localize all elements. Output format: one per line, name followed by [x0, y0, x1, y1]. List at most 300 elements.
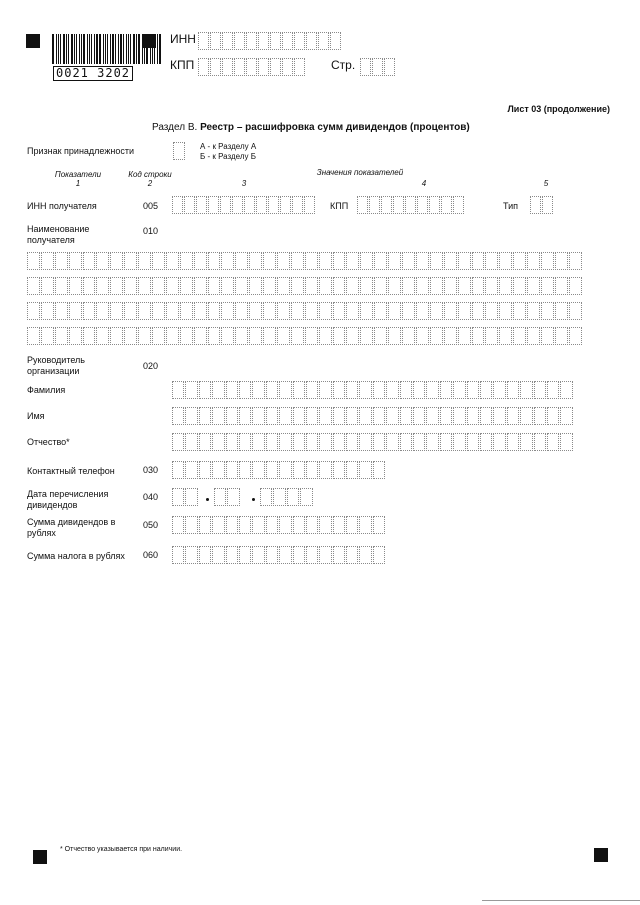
input-cell[interactable] — [555, 252, 568, 270]
input-cell[interactable] — [499, 302, 512, 320]
input-cell[interactable] — [282, 32, 293, 50]
input-cell[interactable] — [346, 433, 358, 451]
input-cell[interactable] — [373, 381, 385, 399]
input-cell[interactable] — [360, 58, 371, 76]
input-cell[interactable] — [172, 488, 184, 506]
input-cell[interactable] — [138, 277, 151, 295]
input-cell[interactable] — [220, 196, 231, 214]
input-cell[interactable] — [405, 196, 416, 214]
input-cell[interactable] — [185, 433, 197, 451]
input-cell[interactable] — [256, 196, 267, 214]
input-cell[interactable] — [172, 196, 183, 214]
input-cell[interactable] — [258, 58, 269, 76]
input-cell[interactable] — [346, 277, 359, 295]
input-cell[interactable] — [249, 252, 262, 270]
input-cell[interactable] — [441, 196, 452, 214]
input-cell[interactable] — [235, 277, 248, 295]
input-cell[interactable] — [279, 407, 291, 425]
input-cell[interactable] — [152, 327, 165, 345]
input-cell[interactable] — [346, 516, 358, 534]
input-cell[interactable] — [555, 277, 568, 295]
input-cell[interactable] — [234, 32, 245, 50]
input-cell[interactable] — [453, 381, 465, 399]
input-cell[interactable] — [306, 516, 318, 534]
input-cell[interactable] — [513, 277, 526, 295]
input-cell[interactable] — [199, 381, 211, 399]
recipient-name-line-1[interactable] — [27, 252, 583, 270]
input-cell[interactable] — [541, 327, 554, 345]
input-cell[interactable] — [400, 381, 412, 399]
input-cell[interactable] — [252, 461, 264, 479]
input-cell[interactable] — [388, 277, 401, 295]
input-cell[interactable] — [83, 302, 96, 320]
input-cell[interactable] — [319, 302, 332, 320]
input-cell[interactable] — [172, 407, 184, 425]
patronymic-cells[interactable] — [172, 433, 574, 451]
input-cell[interactable] — [212, 546, 224, 564]
input-cell[interactable] — [430, 327, 443, 345]
input-cell[interactable] — [569, 277, 582, 295]
input-cell[interactable] — [235, 252, 248, 270]
input-cell[interactable] — [306, 433, 318, 451]
input-cell[interactable] — [400, 433, 412, 451]
input-cell[interactable] — [569, 302, 582, 320]
transfer-date-month-cells[interactable] — [214, 488, 241, 506]
input-cell[interactable] — [199, 461, 211, 479]
input-cell[interactable] — [41, 327, 54, 345]
input-cell[interactable] — [499, 327, 512, 345]
input-cell[interactable] — [319, 327, 332, 345]
input-cell[interactable] — [416, 327, 429, 345]
input-cell[interactable] — [138, 302, 151, 320]
input-cell[interactable] — [499, 277, 512, 295]
input-cell[interactable] — [184, 196, 195, 214]
input-cell[interactable] — [55, 277, 68, 295]
input-cell[interactable] — [239, 516, 251, 534]
input-cell[interactable] — [541, 277, 554, 295]
input-cell[interactable] — [235, 302, 248, 320]
input-cell[interactable] — [83, 277, 96, 295]
input-cell[interactable] — [319, 461, 331, 479]
input-cell[interactable] — [199, 433, 211, 451]
input-cell[interactable] — [249, 277, 262, 295]
input-cell[interactable] — [467, 407, 479, 425]
input-cell[interactable] — [507, 433, 519, 451]
input-cell[interactable] — [507, 407, 519, 425]
input-cell[interactable] — [199, 407, 211, 425]
input-cell[interactable] — [266, 381, 278, 399]
input-cell[interactable] — [252, 407, 264, 425]
tax-sum-cells[interactable] — [172, 546, 386, 564]
input-cell[interactable] — [527, 302, 540, 320]
input-cell[interactable] — [69, 277, 82, 295]
input-cell[interactable] — [208, 277, 221, 295]
input-cell[interactable] — [333, 433, 345, 451]
input-cell[interactable] — [480, 381, 492, 399]
input-cell[interactable] — [458, 302, 471, 320]
input-cell[interactable] — [55, 302, 68, 320]
input-cell[interactable] — [402, 302, 415, 320]
input-cell[interactable] — [172, 381, 184, 399]
input-cell[interactable] — [208, 327, 221, 345]
input-cell[interactable] — [294, 32, 305, 50]
input-cell[interactable] — [472, 252, 485, 270]
input-cell[interactable] — [330, 32, 341, 50]
input-cell[interactable] — [426, 381, 438, 399]
input-cell[interactable] — [373, 546, 385, 564]
input-cell[interactable] — [96, 277, 109, 295]
input-cell[interactable] — [560, 407, 572, 425]
input-cell[interactable] — [173, 142, 185, 160]
input-cell[interactable] — [249, 327, 262, 345]
input-cell[interactable] — [359, 461, 371, 479]
input-cell[interactable] — [319, 546, 331, 564]
input-cell[interactable] — [373, 516, 385, 534]
input-cell[interactable] — [110, 252, 123, 270]
input-cell[interactable] — [527, 277, 540, 295]
input-cell[interactable] — [252, 516, 264, 534]
input-cell[interactable] — [444, 302, 457, 320]
input-cell[interactable] — [266, 407, 278, 425]
input-cell[interactable] — [542, 196, 553, 214]
input-cell[interactable] — [453, 433, 465, 451]
input-cell[interactable] — [413, 381, 425, 399]
name-cells[interactable] — [172, 407, 574, 425]
input-cell[interactable] — [472, 302, 485, 320]
input-cell[interactable] — [374, 302, 387, 320]
input-cell[interactable] — [472, 327, 485, 345]
input-cell[interactable] — [194, 302, 207, 320]
input-cell[interactable] — [194, 327, 207, 345]
input-cell[interactable] — [180, 252, 193, 270]
input-cell[interactable] — [373, 407, 385, 425]
input-cell[interactable] — [221, 252, 234, 270]
input-cell[interactable] — [293, 546, 305, 564]
input-cell[interactable] — [402, 252, 415, 270]
input-cell[interactable] — [520, 433, 532, 451]
input-cell[interactable] — [124, 327, 137, 345]
input-cell[interactable] — [260, 488, 272, 506]
input-cell[interactable] — [560, 381, 572, 399]
input-cell[interactable] — [279, 546, 291, 564]
input-cell[interactable] — [222, 32, 233, 50]
input-cell[interactable] — [83, 327, 96, 345]
input-cell[interactable] — [467, 433, 479, 451]
input-cell[interactable] — [333, 516, 345, 534]
input-cell[interactable] — [333, 407, 345, 425]
input-cell[interactable] — [386, 381, 398, 399]
input-cell[interactable] — [55, 252, 68, 270]
input-cell[interactable] — [239, 433, 251, 451]
input-cell[interactable] — [199, 516, 211, 534]
inn-recipient-cells[interactable] — [172, 196, 316, 214]
input-cell[interactable] — [268, 196, 279, 214]
input-cell[interactable] — [41, 302, 54, 320]
input-cell[interactable] — [527, 252, 540, 270]
input-cell[interactable] — [534, 433, 546, 451]
input-cell[interactable] — [208, 196, 219, 214]
input-cell[interactable] — [493, 407, 505, 425]
input-cell[interactable] — [467, 381, 479, 399]
input-cell[interactable] — [124, 302, 137, 320]
input-cell[interactable] — [110, 277, 123, 295]
input-cell[interactable] — [226, 546, 238, 564]
input-cell[interactable] — [166, 327, 179, 345]
input-cell[interactable] — [416, 252, 429, 270]
input-cell[interactable] — [381, 196, 392, 214]
input-cell[interactable] — [400, 407, 412, 425]
input-cell[interactable] — [287, 488, 299, 506]
input-cell[interactable] — [520, 381, 532, 399]
input-cell[interactable] — [293, 516, 305, 534]
input-cell[interactable] — [291, 252, 304, 270]
input-cell[interactable] — [555, 302, 568, 320]
input-cell[interactable] — [196, 196, 207, 214]
input-cell[interactable] — [493, 433, 505, 451]
input-cell[interactable] — [124, 277, 137, 295]
input-cell[interactable] — [429, 196, 440, 214]
input-cell[interactable] — [430, 252, 443, 270]
phone-cells[interactable] — [172, 461, 386, 479]
input-cell[interactable] — [185, 407, 197, 425]
input-cell[interactable] — [333, 381, 345, 399]
input-cell[interactable] — [239, 381, 251, 399]
input-cell[interactable] — [279, 381, 291, 399]
dividend-sum-cells[interactable] — [172, 516, 386, 534]
input-cell[interactable] — [293, 433, 305, 451]
input-cell[interactable] — [346, 381, 358, 399]
input-cell[interactable] — [388, 252, 401, 270]
input-cell[interactable] — [346, 407, 358, 425]
input-cell[interactable] — [221, 277, 234, 295]
input-cell[interactable] — [480, 407, 492, 425]
input-cell[interactable] — [346, 302, 359, 320]
input-cell[interactable] — [235, 327, 248, 345]
input-cell[interactable] — [305, 302, 318, 320]
input-cell[interactable] — [360, 327, 373, 345]
input-cell[interactable] — [374, 277, 387, 295]
input-cell[interactable] — [444, 277, 457, 295]
input-cell[interactable] — [291, 277, 304, 295]
input-cell[interactable] — [333, 327, 346, 345]
input-cell[interactable] — [300, 488, 312, 506]
input-cell[interactable] — [208, 252, 221, 270]
input-cell[interactable] — [172, 461, 184, 479]
input-cell[interactable] — [263, 277, 276, 295]
input-cell[interactable] — [453, 407, 465, 425]
input-cell[interactable] — [194, 277, 207, 295]
input-cell[interactable] — [279, 461, 291, 479]
input-cell[interactable] — [293, 407, 305, 425]
input-cell[interactable] — [152, 302, 165, 320]
input-cell[interactable] — [485, 277, 498, 295]
input-cell[interactable] — [319, 433, 331, 451]
input-cell[interactable] — [185, 488, 197, 506]
input-cell[interactable] — [172, 433, 184, 451]
input-cell[interactable] — [305, 252, 318, 270]
input-cell[interactable] — [555, 327, 568, 345]
kpp-recipient-cells[interactable] — [357, 196, 465, 214]
input-cell[interactable] — [306, 32, 317, 50]
input-cell[interactable] — [246, 58, 257, 76]
input-cell[interactable] — [402, 327, 415, 345]
input-cell[interactable] — [214, 488, 226, 506]
input-cell[interactable] — [69, 327, 82, 345]
input-cell[interactable] — [417, 196, 428, 214]
input-cell[interactable] — [513, 252, 526, 270]
input-cell[interactable] — [359, 381, 371, 399]
input-cell[interactable] — [440, 433, 452, 451]
input-cell[interactable] — [277, 327, 290, 345]
input-cell[interactable] — [319, 277, 332, 295]
transfer-date-day-cells[interactable] — [172, 488, 199, 506]
input-cell[interactable] — [560, 433, 572, 451]
input-cell[interactable] — [180, 302, 193, 320]
input-cell[interactable] — [226, 407, 238, 425]
input-cell[interactable] — [306, 381, 318, 399]
input-cell[interactable] — [319, 516, 331, 534]
input-cell[interactable] — [372, 58, 383, 76]
input-cell[interactable] — [198, 32, 209, 50]
input-cell[interactable] — [426, 407, 438, 425]
input-cell[interactable] — [346, 252, 359, 270]
input-cell[interactable] — [472, 277, 485, 295]
input-cell[interactable] — [221, 327, 234, 345]
input-cell[interactable] — [374, 252, 387, 270]
input-cell[interactable] — [458, 252, 471, 270]
input-cell[interactable] — [55, 327, 68, 345]
input-cell[interactable] — [333, 277, 346, 295]
input-cell[interactable] — [547, 407, 559, 425]
input-cell[interactable] — [292, 196, 303, 214]
input-cell[interactable] — [333, 252, 346, 270]
input-cell[interactable] — [416, 277, 429, 295]
input-cell[interactable] — [138, 252, 151, 270]
input-cell[interactable] — [306, 546, 318, 564]
input-cell[interactable] — [266, 516, 278, 534]
input-cell[interactable] — [263, 302, 276, 320]
input-cell[interactable] — [530, 196, 541, 214]
input-cell[interactable] — [444, 327, 457, 345]
input-cell[interactable] — [388, 327, 401, 345]
input-cell[interactable] — [444, 252, 457, 270]
input-cell[interactable] — [185, 461, 197, 479]
input-cell[interactable] — [185, 516, 197, 534]
input-cell[interactable] — [333, 302, 346, 320]
input-cell[interactable] — [440, 407, 452, 425]
input-cell[interactable] — [485, 327, 498, 345]
input-cell[interactable] — [208, 302, 221, 320]
input-cell[interactable] — [41, 252, 54, 270]
input-cell[interactable] — [199, 546, 211, 564]
input-cell[interactable] — [360, 277, 373, 295]
input-cell[interactable] — [266, 461, 278, 479]
input-cell[interactable] — [413, 407, 425, 425]
input-cell[interactable] — [520, 407, 532, 425]
input-cell[interactable] — [291, 327, 304, 345]
input-cell[interactable] — [513, 327, 526, 345]
input-cell[interactable] — [293, 381, 305, 399]
input-cell[interactable] — [252, 381, 264, 399]
input-cell[interactable] — [210, 58, 221, 76]
input-cell[interactable] — [212, 461, 224, 479]
input-cell[interactable] — [239, 461, 251, 479]
input-cell[interactable] — [152, 252, 165, 270]
input-cell[interactable] — [27, 252, 40, 270]
input-cell[interactable] — [318, 32, 329, 50]
input-cell[interactable] — [346, 546, 358, 564]
input-cell[interactable] — [426, 433, 438, 451]
input-cell[interactable] — [222, 58, 233, 76]
input-cell[interactable] — [280, 196, 291, 214]
input-cell[interactable] — [273, 488, 285, 506]
input-cell[interactable] — [386, 433, 398, 451]
input-cell[interactable] — [359, 516, 371, 534]
input-cell[interactable] — [194, 252, 207, 270]
input-cell[interactable] — [166, 252, 179, 270]
input-cell[interactable] — [319, 381, 331, 399]
input-cell[interactable] — [493, 381, 505, 399]
input-cell[interactable] — [386, 407, 398, 425]
input-cell[interactable] — [263, 327, 276, 345]
input-cell[interactable] — [212, 433, 224, 451]
input-cell[interactable] — [369, 196, 380, 214]
input-cell[interactable] — [393, 196, 404, 214]
input-cell[interactable] — [27, 327, 40, 345]
transfer-date-year-cells[interactable] — [260, 488, 314, 506]
input-cell[interactable] — [266, 546, 278, 564]
input-cell[interactable] — [277, 302, 290, 320]
input-cell[interactable] — [166, 302, 179, 320]
input-cell[interactable] — [180, 277, 193, 295]
input-cell[interactable] — [96, 302, 109, 320]
input-cell[interactable] — [172, 546, 184, 564]
input-cell[interactable] — [110, 327, 123, 345]
input-cell[interactable] — [513, 302, 526, 320]
affiliation-cell[interactable] — [173, 142, 186, 160]
input-cell[interactable] — [41, 277, 54, 295]
surname-cells[interactable] — [172, 381, 574, 399]
input-cell[interactable] — [346, 461, 358, 479]
input-cell[interactable] — [258, 32, 269, 50]
input-cell[interactable] — [306, 407, 318, 425]
input-cell[interactable] — [110, 302, 123, 320]
input-cell[interactable] — [360, 252, 373, 270]
input-cell[interactable] — [291, 302, 304, 320]
input-cell[interactable] — [83, 252, 96, 270]
input-cell[interactable] — [279, 516, 291, 534]
input-cell[interactable] — [138, 327, 151, 345]
input-cell[interactable] — [507, 381, 519, 399]
input-cell[interactable] — [69, 252, 82, 270]
input-cell[interactable] — [388, 302, 401, 320]
input-cell[interactable] — [359, 407, 371, 425]
input-cell[interactable] — [234, 58, 245, 76]
input-cell[interactable] — [244, 196, 255, 214]
input-cell[interactable] — [180, 327, 193, 345]
input-cell[interactable] — [96, 327, 109, 345]
input-cell[interactable] — [232, 196, 243, 214]
input-cell[interactable] — [185, 381, 197, 399]
input-cell[interactable] — [152, 277, 165, 295]
input-cell[interactable] — [226, 381, 238, 399]
input-cell[interactable] — [416, 302, 429, 320]
recipient-name-line-2[interactable] — [27, 277, 583, 295]
input-cell[interactable] — [210, 32, 221, 50]
input-cell[interactable] — [277, 252, 290, 270]
input-cell[interactable] — [430, 302, 443, 320]
input-cell[interactable] — [440, 381, 452, 399]
